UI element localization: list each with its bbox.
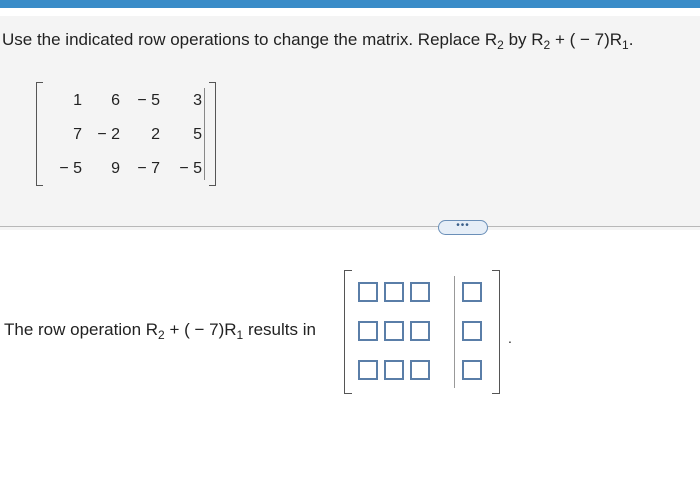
matrix-cell: 7: [73, 126, 82, 143]
answer-input-r2c2[interactable]: [384, 321, 404, 341]
answer-text: + ( − 7)R: [164, 320, 237, 339]
answer-input-r3c3[interactable]: [410, 360, 430, 380]
answer-input-r2c3[interactable]: [410, 321, 430, 341]
matrix-cell: 9: [111, 160, 120, 177]
prompt-subscript: 2: [497, 38, 504, 52]
expand-more-button[interactable]: •••: [438, 220, 488, 235]
prompt-subscript: 1: [622, 38, 629, 52]
answer-text: results in: [243, 320, 316, 339]
matrix-cell: − 7: [137, 160, 160, 177]
answer-input-r3c1[interactable]: [358, 360, 378, 380]
answer-input-r1c2[interactable]: [384, 282, 404, 302]
prompt-text: + ( − 7)R: [550, 30, 623, 49]
matrix-cell: 1: [73, 92, 82, 109]
matrix-cell: 3: [193, 92, 202, 109]
answer-input-r2c4[interactable]: [462, 321, 482, 341]
question-panel: [0, 16, 700, 230]
augmentation-line: [204, 88, 205, 180]
given-matrix: [36, 82, 216, 186]
answer-text: The row operation R: [4, 320, 159, 339]
matrix-right-bracket: [209, 82, 216, 186]
section-divider: [0, 226, 700, 227]
prompt-text: Use the indicated row operations to change the matrix. Replace R: [2, 30, 498, 49]
prompt-text: by R: [503, 30, 544, 49]
answer-subscript: 1: [236, 328, 244, 342]
answer-left-bracket: [344, 270, 352, 394]
matrix-cell: − 5: [59, 160, 82, 177]
answer-period: .: [508, 330, 512, 346]
answer-input-r3c4[interactable]: [462, 360, 482, 380]
top-accent-bar: [0, 0, 700, 8]
answer-input-r3c2[interactable]: [384, 360, 404, 380]
question-prompt: [2, 30, 633, 52]
answer-input-r2c1[interactable]: [358, 321, 378, 341]
answer-input-r1c3[interactable]: [410, 282, 430, 302]
answer-input-r1c1[interactable]: [358, 282, 378, 302]
answer-augmentation-line: [454, 276, 455, 388]
answer-input-r1c4[interactable]: [462, 282, 482, 302]
matrix-cell: − 5: [137, 92, 160, 109]
prompt-text: .: [628, 30, 634, 49]
prompt-subscript: 2: [543, 38, 551, 52]
answer-subscript: 2: [158, 328, 165, 342]
answer-prompt: [4, 320, 316, 342]
matrix-cell: 2: [151, 126, 160, 143]
answer-matrix: [344, 270, 500, 394]
answer-right-bracket: [492, 270, 500, 394]
matrix-cell: 6: [111, 92, 120, 109]
matrix-cell: − 5: [179, 160, 202, 177]
matrix-cell: − 2: [97, 126, 120, 143]
matrix-cell: 5: [193, 126, 202, 143]
